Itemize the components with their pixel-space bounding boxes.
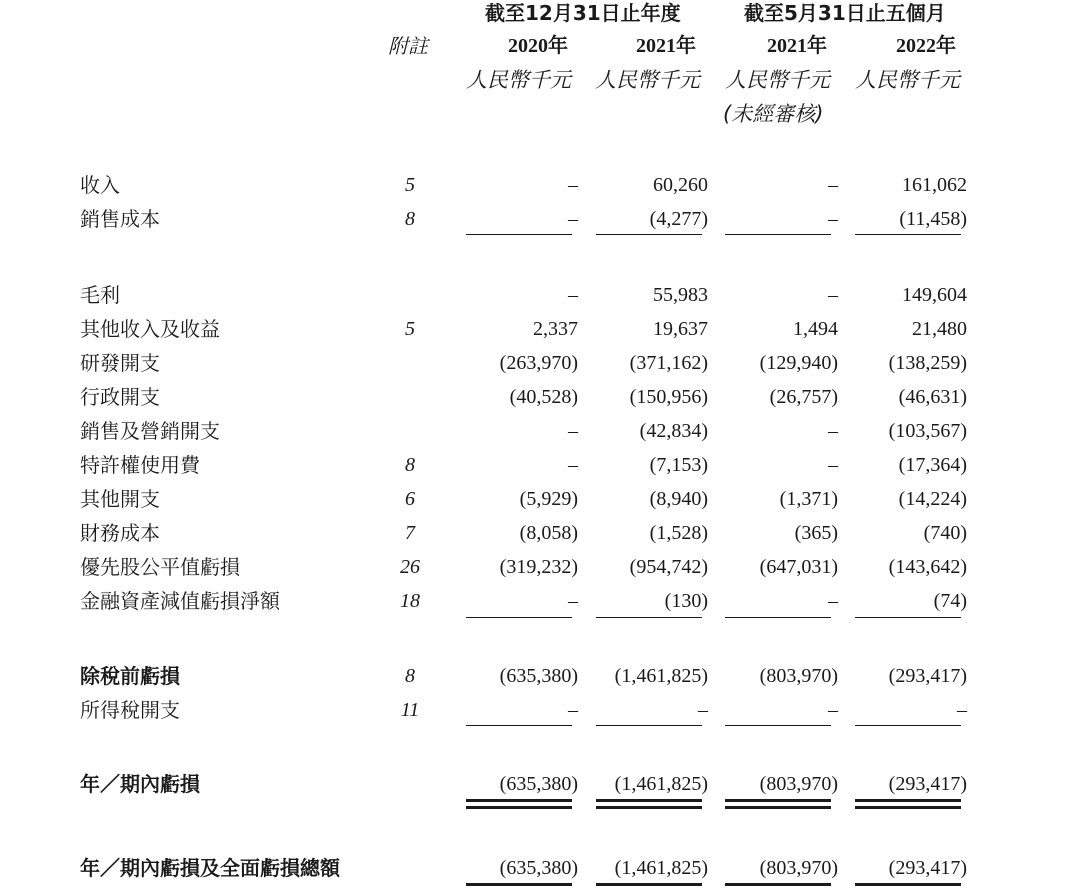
row-value-col1: (8,058): [519, 522, 578, 544]
row-value-col1: –: [568, 590, 578, 612]
row-value-col2: 60,260: [653, 174, 708, 196]
header-year-col1: 2020年: [508, 35, 568, 57]
row-value-col1: (635,380): [499, 665, 578, 687]
row-note: 8: [405, 208, 415, 230]
row-value-col2: (371,162): [629, 352, 708, 374]
row-value-col4: (293,417): [888, 773, 967, 795]
single-underline-tax-col3: [725, 725, 831, 726]
double-underline-total-col1: [466, 883, 572, 886]
row-value-col1: –: [568, 284, 578, 306]
row-value-col2: (130): [664, 590, 708, 612]
header-unit-col1: 人民幣千元: [466, 68, 571, 92]
double-underline-total-col3: [725, 883, 831, 886]
row-value-col1: (40,528): [509, 386, 578, 408]
row-value-col4: (46,631): [898, 386, 967, 408]
row-label: 年／期內虧損及全面虧損總額: [80, 856, 340, 880]
row-note: 5: [405, 318, 415, 340]
double-underline-top-col1: [466, 799, 572, 802]
header-unit-col4: 人民幣千元: [855, 68, 960, 92]
single-underline-tax-col4: [855, 725, 961, 726]
row-value-col3: (1,371): [779, 488, 838, 510]
row-value-col2: (1,528): [649, 522, 708, 544]
row-label: 銷售及營銷開支: [80, 419, 220, 443]
row-value-col3: (647,031): [759, 556, 838, 578]
row-value-col1: –: [568, 699, 578, 721]
row-note: 6: [405, 488, 415, 510]
row-label: 特許權使用費: [80, 453, 200, 477]
row-value-col2: (1,461,825): [614, 665, 708, 687]
single-underline-tax-col2: [596, 725, 702, 726]
double-underline-top-col4: [855, 799, 961, 802]
single-underline-impairment-col4: [855, 617, 961, 618]
row-label: 行政開支: [80, 385, 160, 409]
row-value-col4: (293,417): [888, 857, 967, 879]
single-underline-impairment-col3: [725, 617, 831, 618]
row-note: 7: [405, 522, 415, 544]
double-underline-bottom-col4: [855, 806, 961, 809]
row-value-col4: 21,480: [912, 318, 967, 340]
row-note: 8: [405, 454, 415, 476]
single-underline-impairment-col2: [596, 617, 702, 618]
row-value-col4: 161,062: [902, 174, 967, 196]
header-note-label: 附註: [388, 34, 428, 58]
row-value-col3: (803,970): [759, 665, 838, 687]
header-unit-col2: 人民幣千元: [595, 68, 700, 92]
header-year-col4: 2022年: [896, 35, 956, 57]
row-value-col2: (42,834): [639, 420, 708, 442]
row-label: 收入: [80, 173, 120, 197]
double-underline-top-col3: [725, 799, 831, 802]
row-value-col4: –: [957, 699, 967, 721]
row-value-col3: (26,757): [769, 386, 838, 408]
double-underline-bottom-col3: [725, 806, 831, 809]
row-value-col3: (803,970): [759, 773, 838, 795]
row-value-col3: –: [828, 699, 838, 721]
row-value-col4: (740): [923, 522, 967, 544]
row-value-col2: (954,742): [629, 556, 708, 578]
row-value-col4: (143,642): [888, 556, 967, 578]
row-value-col2: (1,461,825): [614, 857, 708, 879]
row-label: 金融資產減值虧損淨額: [80, 589, 280, 613]
row-label: 所得稅開支: [80, 698, 180, 722]
row-value-col1: –: [568, 454, 578, 476]
row-value-col1: (635,380): [499, 773, 578, 795]
row-value-col3: –: [828, 454, 838, 476]
double-underline-total-col2: [596, 883, 702, 886]
row-value-col3: –: [828, 590, 838, 612]
row-value-col3: –: [828, 284, 838, 306]
row-value-col4: (293,417): [888, 665, 967, 687]
row-label: 除稅前虧損: [80, 664, 180, 688]
row-value-col4: (11,458): [899, 208, 967, 230]
row-value-col2: (4,277): [649, 208, 708, 230]
row-label: 其他開支: [80, 487, 160, 511]
row-value-col2: –: [698, 699, 708, 721]
double-underline-total-col4: [855, 883, 961, 886]
single-underline-cost-col1: [466, 234, 572, 235]
row-value-col1: 2,337: [533, 318, 578, 340]
row-value-col1: –: [568, 420, 578, 442]
row-value-col1: (5,929): [519, 488, 578, 510]
row-value-col3: –: [828, 420, 838, 442]
row-label: 研發開支: [80, 351, 160, 375]
row-value-col2: (8,940): [649, 488, 708, 510]
header-year-col2: 2021年: [636, 35, 696, 57]
row-label: 毛利: [80, 283, 120, 307]
row-note: 26: [400, 556, 420, 578]
row-value-col4: 149,604: [902, 284, 967, 306]
row-value-col4: (103,567): [888, 420, 967, 442]
double-underline-bottom-col1: [466, 806, 572, 809]
row-value-col3: (803,970): [759, 857, 838, 879]
row-label: 年／期內虧損: [80, 772, 200, 796]
single-underline-cost-col2: [596, 234, 702, 235]
row-value-col1: (319,232): [499, 556, 578, 578]
header-unaudited: (未經審核): [723, 102, 824, 126]
row-value-col1: (635,380): [499, 857, 578, 879]
row-value-col2: (7,153): [649, 454, 708, 476]
header-year-col3: 2021年: [767, 35, 827, 57]
double-underline-bottom-col2: [596, 806, 702, 809]
row-note: 11: [400, 699, 420, 721]
header-period-year: 截至12月31日止年度: [485, 1, 681, 25]
row-value-col3: –: [828, 174, 838, 196]
row-value-col4: (14,224): [898, 488, 967, 510]
row-value-col3: –: [828, 208, 838, 230]
row-value-col4: (17,364): [898, 454, 967, 476]
row-note: 5: [405, 174, 415, 196]
row-value-col1: (263,970): [499, 352, 578, 374]
row-label: 其他收入及收益: [80, 317, 220, 341]
row-label: 銷售成本: [80, 207, 160, 231]
double-underline-top-col2: [596, 799, 702, 802]
single-underline-cost-col3: [725, 234, 831, 235]
header-unit-col3: 人民幣千元: [725, 68, 830, 92]
row-note: 8: [405, 665, 415, 687]
row-label: 財務成本: [80, 521, 160, 545]
row-value-col3: (129,940): [759, 352, 838, 374]
row-value-col1: –: [568, 174, 578, 196]
row-value-col2: 19,637: [653, 318, 708, 340]
header-period-five-months: 截至5月31日止五個月: [744, 1, 946, 25]
row-label: 優先股公平值虧損: [80, 555, 240, 579]
row-value-col1: –: [568, 208, 578, 230]
single-underline-tax-col1: [466, 725, 572, 726]
row-note: 18: [400, 590, 420, 612]
row-value-col4: (138,259): [888, 352, 967, 374]
single-underline-impairment-col1: [466, 617, 572, 618]
row-value-col3: 1,494: [793, 318, 838, 340]
row-value-col2: (1,461,825): [614, 773, 708, 795]
row-value-col4: (74): [933, 590, 967, 612]
row-value-col2: (150,956): [629, 386, 708, 408]
row-value-col3: (365): [794, 522, 838, 544]
single-underline-cost-col4: [855, 234, 961, 235]
row-value-col2: 55,983: [653, 284, 708, 306]
